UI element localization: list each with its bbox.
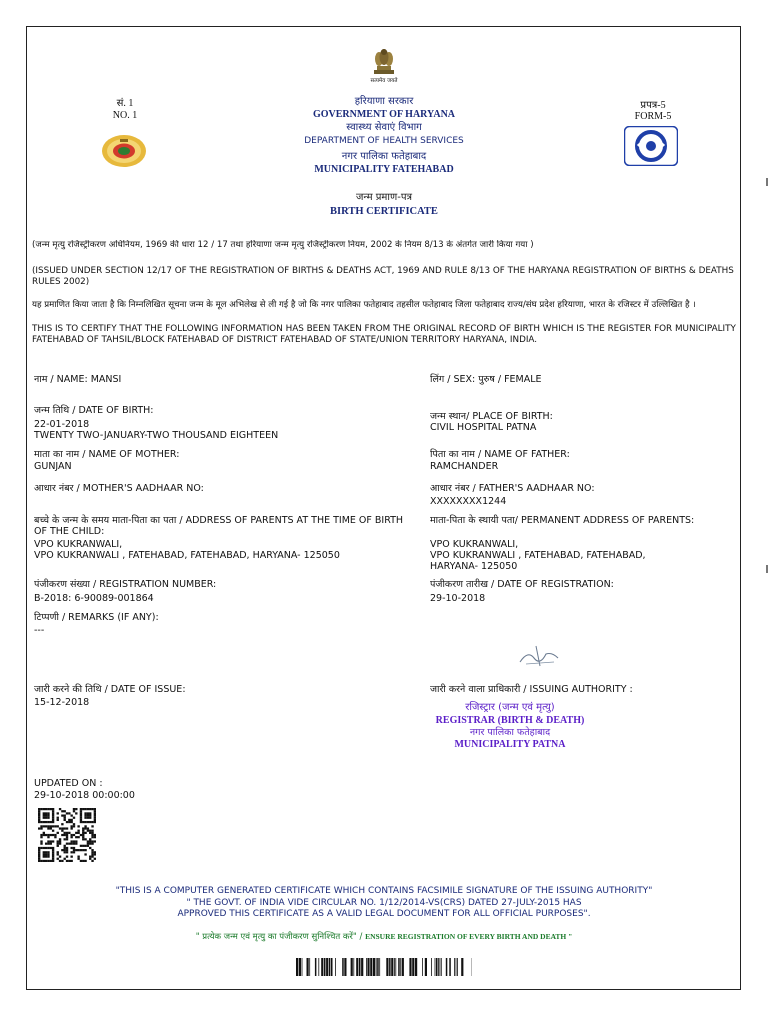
issued-under-english: (ISSUED UNDER SECTION 12/17 OF THE REGISTRATION OF BIRTHS & DEATHS ACT, 1969 AND RULE 8/13 OF THE HARYANA REGISTRATION OF BIRTHS & DEATHS RULES 2002) [32, 266, 734, 287]
mother-aadhaar-label-hindi: आधार नंबर / [34, 483, 80, 494]
permanent-address-line3: HARYANA- 125050 [430, 561, 518, 572]
name-label-hindi: नाम / [34, 374, 54, 385]
certificate-title-hindi: जन्म प्रमाण-पत्र [355, 192, 413, 203]
crs-logo-icon [624, 126, 678, 166]
signature-icon [516, 642, 562, 670]
dob-value: 22-01-2018 [34, 419, 90, 430]
mother-label-hindi: माता का नाम / [34, 449, 86, 460]
issuing-authority-label-english: ISSUING AUTHORITY : [529, 684, 633, 695]
name-field [34, 374, 121, 385]
government-english: GOVERNMENT OF HARYANA [312, 109, 456, 120]
emblem-motto: सत्यमेव जयते [370, 78, 398, 84]
name-label-english: NAME: [56, 374, 88, 385]
sex-field [430, 374, 542, 385]
issuing-authority-label [430, 684, 633, 695]
registrar-municipality-english: MUNICIPALITY PATNA [454, 739, 566, 750]
registration-date-label-english: / DATE OF REGISTRATION: [491, 579, 614, 590]
certify-hindi: यह प्रमाणित किया जाता है कि निम्नलिखित सूचना जन्म के मूल अभिलेख से ली गई है जो कि नगर पालिका फतेहाबाद तहसील फतेहाबाद जिला फतेहाबाद राज्य/संघ प्रदेश हरियाणा, भारत के रजिस्टर में उल्लिखित है । [32, 300, 696, 310]
pob-label [430, 411, 553, 422]
footer-computer-generated: "THIS IS A COMPUTER GENERATED CERTIFICATE WHICH CONTAINS FACSIMILE SIGNATURE OF THE ISSUING AUTHORITY" [115, 886, 653, 896]
mother-label [34, 449, 179, 460]
footer-govt-circular: " THE GOVT. OF INDIA VIDE CIRCULAR NO. 1/12/2014-VS(CRS) DATED 27-JULY-2015 HAS [186, 898, 582, 908]
pob-value: CIVIL HOSPITAL PATNA [430, 422, 537, 433]
pob-label-english: PLACE OF BIRTH: [472, 411, 553, 422]
slogan-hindi: " प्रत्येक जन्म एवं मृत्यु का पंजीकरण सुनिश्चित करें" / [195, 932, 363, 942]
mother-label-english: NAME OF MOTHER: [88, 449, 180, 460]
haryana-seal-icon [100, 134, 148, 168]
footer-slogan [34, 931, 734, 943]
remarks-label-english: / REMARKS (IF ANY): [61, 612, 159, 623]
issue-date-label-hindi: जारी करने की तिथि [34, 684, 102, 695]
registration-date-label-hindi: पंजीकरण तारीख [430, 579, 488, 590]
slogan-english: ENSURE REGISTRATION OF EVERY BIRTH AND DEATH " [365, 932, 573, 941]
father-aadhaar-label [430, 483, 595, 494]
state-emblem-icon [368, 46, 400, 78]
father-aadhaar-value: XXXXXXXX1244 [430, 496, 507, 507]
address-at-birth-line1: VPO KUKRANWALI, [34, 539, 123, 550]
municipality-hindi: नगर पालिका फतेहाबाद [341, 151, 427, 162]
address-at-birth-label [34, 515, 414, 537]
mother-aadhaar-label-english: MOTHER'S AADHAAR NO: [82, 483, 204, 494]
municipality-english: MUNICIPALITY FATEHABAD [314, 164, 454, 175]
sex-value-english: FEMALE [504, 374, 542, 385]
certificate-title-english: BIRTH CERTIFICATE [330, 206, 438, 217]
registration-number-label-hindi: पंजीकरण संख्या [34, 579, 90, 590]
mother-aadhaar-label [34, 483, 204, 494]
serial-hindi: सं. 1 [116, 98, 134, 109]
father-label [430, 449, 570, 460]
issuing-authority-label-hindi: जारी करने वाला प्राधिकारी / [430, 684, 527, 695]
issue-date-label-english: / DATE OF ISSUE: [104, 684, 186, 695]
issue-date-value: 15-12-2018 [34, 697, 90, 708]
qr-code-icon [38, 808, 96, 862]
registration-number-label [34, 579, 216, 590]
updated-on-value: 29-10-2018 00:00:00 [34, 790, 135, 801]
dob-label [34, 405, 154, 416]
registration-date-value: 29-10-2018 [430, 593, 486, 604]
form-number-hindi: प्रपत्र-5 [640, 100, 666, 111]
permanent-address-line1: VPO KUKRANWALI, [430, 539, 519, 550]
issue-date-label [34, 684, 186, 695]
address-at-birth-label-hindi: बच्चे के जन्म के समय माता-पिता का पता [34, 515, 177, 526]
government-hindi: हरियाणा सरकार [354, 96, 414, 107]
permanent-address-label [430, 515, 694, 526]
department-hindi: स्वास्थ्य सेवाएं विभाग [346, 122, 422, 133]
father-value: RAMCHANDER [430, 461, 499, 472]
father-aadhaar-label-hindi: आधार नंबर / [430, 483, 476, 494]
registrar-stamp-hindi: रजिस्ट्रार (जन्म एवं मृत्यु) [465, 702, 555, 713]
registrar-stamp-english: REGISTRAR (BIRTH & DEATH) [435, 715, 585, 726]
remarks-label [34, 612, 159, 623]
serial-english: NO. 1 [112, 110, 138, 121]
form-number-english: FORM-5 [634, 111, 672, 122]
mother-value: GUNJAN [34, 461, 72, 472]
department-english: DEPARTMENT OF HEALTH SERVICES [304, 136, 464, 146]
name-value: MANSI [90, 374, 122, 385]
remarks-label-hindi: टिप्पणी [34, 612, 59, 623]
father-aadhaar-label-english: FATHER'S AADHAAR NO: [478, 483, 595, 494]
registration-number-value: B-2018: 6-90089-001864 [34, 593, 154, 604]
registrar-municipality-hindi: नगर पालिका फतेहाबाद [469, 727, 551, 738]
permanent-address-label-english: PERMANENT ADDRESS OF PARENTS: [521, 515, 695, 526]
barcode-icon [296, 958, 472, 976]
remarks-value: --- [34, 625, 45, 636]
address-at-birth-line2: VPO KUKRANWALI , FATEHABAD, FATEHABAD, HARYANA- 125050 [34, 550, 340, 561]
dob-label-english: / DATE OF BIRTH: [72, 405, 154, 416]
registration-number-label-english: / REGISTRATION NUMBER: [92, 579, 217, 590]
sex-value-hindi: पुरुष / [478, 374, 502, 385]
dob-label-hindi: जन्म तिथि [34, 405, 70, 416]
registration-date-label [430, 579, 614, 590]
sex-label: लिंग / SEX: [430, 374, 476, 385]
father-label-hindi: पिता का नाम [430, 449, 475, 460]
dob-words: TWENTY TWO-JANUARY-TWO THOUSAND EIGHTEEN [34, 430, 279, 441]
address-at-birth-label-english: / ADDRESS OF PARENTS AT THE TIME OF BIRTH OF THE CHILD: [34, 515, 404, 537]
certify-english: THIS IS TO CERTIFY THAT THE FOLLOWING INFORMATION HAS BEEN TAKEN FROM THE ORIGINAL RECORD OF BIRTH WHICH IS THE REGISTER FOR MUNICIPALITY FATEHABAD OF TAHSIL/BLOCK FATEHABAD OF DISTRICT FATEHABAD OF STATE/UNION TERRITORY HARYANA, INDIA. [32, 324, 736, 345]
issued-under-hindi: (जन्म मृत्यु रजिस्ट्रीकरण अधिनियम, 1969 की धारा 12 / 17 तथा हरियाणा जन्म मृत्यु रजिस्ट्रीकरण नियम, 2002 के नियम 8/13 के अंतर्गत जारी किया गया ) [32, 240, 534, 250]
permanent-address-label-hindi: माता-पिता के स्थायी पता/ [430, 515, 519, 526]
updated-on-label: UPDATED ON : [34, 778, 103, 789]
father-label-english: / NAME OF FATHER: [477, 449, 570, 460]
pob-label-hindi: जन्म स्थान/ [430, 411, 470, 422]
permanent-address-line2: VPO KUKRANWALI , FATEHABAD, FATEHABAD, [430, 550, 646, 561]
footer-valid-document: APPROVED THIS CERTIFICATE AS A VALID LEGAL DOCUMENT FOR ALL OFFICIAL PURPOSES". [177, 909, 591, 919]
